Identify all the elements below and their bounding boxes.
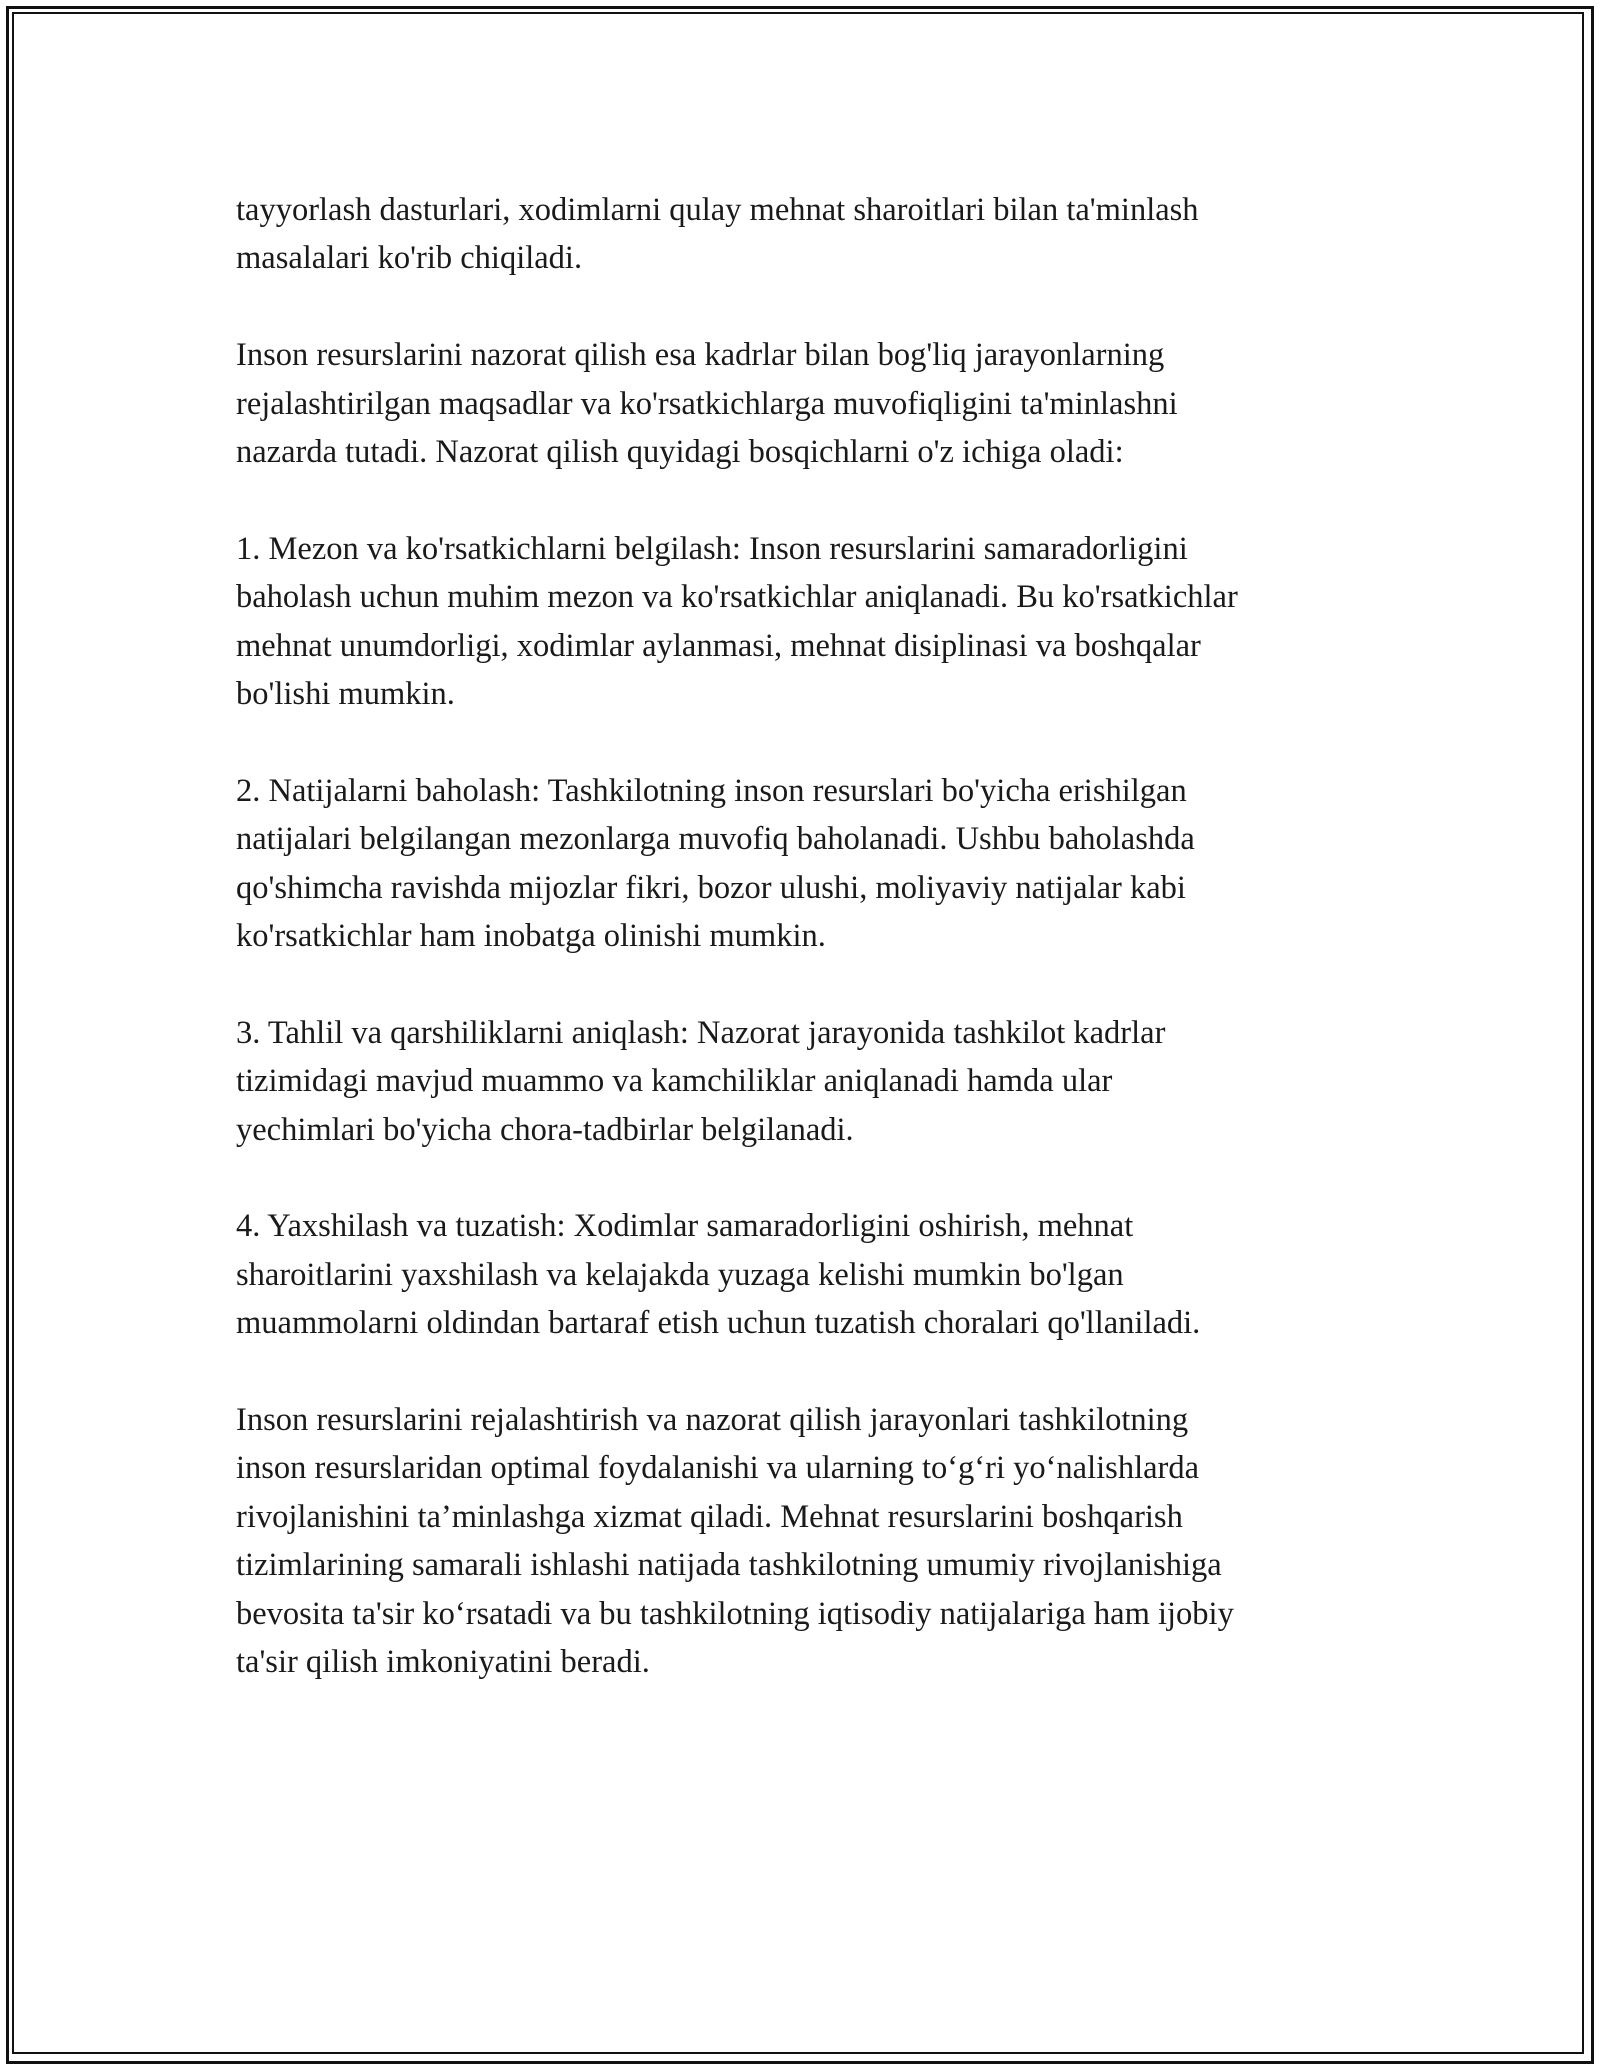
paragraph-step-1: 1. Mezon va ko'rsatkichlarni belgilash: Inson resurslarini samaradorligini baholash uchun muhim mezon va ko'rsatkichlar aniqlanadi. Bu ko'rsatkichlar mehnat unumdorligi, xodimlar aylanmasi, mehnat disiplinasi va boshqalar bo'lishi mumkin. bbox=[236, 530, 1238, 713]
paragraph-step-4: 4. Yaxshilash va tuzatish: Xodimlar samaradorligini oshirish, mehnat sharoitlarini yaxshilash va kelajakda yuzaga kelishi mumkin bo'lgan muammolarni oldindan bartaraf etish uchun tuzatish choralari qo'llaniladi. bbox=[236, 1208, 1201, 1342]
paragraph-step-3: 3. Tahlil va qarshiliklarni aniqlash: Nazorat jarayonida tashkilot kadrlar tizimidagi mavjud muammo va kamchiliklar aniqlanadi hamda ular yechimlari bo'yicha chora-tadbirlar belgilanadi. bbox=[236, 1014, 1166, 1148]
paragraph-control-overview: Inson resurslarini nazorat qilish esa kadrlar bilan bog'liq jarayonlarning rejalashtirilgan maqsadlar va ko'rsatkichlarga muvofiqligini ta'minlashni nazarda tutadi. Nazorat qilish quyidagi bosqichlarni o'z ichiga oladi: bbox=[236, 337, 1178, 471]
paragraph-conclusion: Inson resurslarini rejalashtirish va nazorat qilish jarayonlari tashkilotning inson resurslaridan optimal foydalanishi va ularning to‘g‘ri yo‘nalishlarda rivojlanishini ta’minlashga xizmat qiladi. Mehnat resurslarini boshqarish tizimlarining samarali ishlashi natijada tashkilotning umumiy rivojlanishiga bevosita ta'sir ko‘rsatadi va bu tashkilotning iqtisodiy natijalariga ham ijobiy ta'sir qilish imkoniyatini beradi. bbox=[236, 1402, 1234, 1681]
paragraph-step-2: 2. Natijalarni baholash: Tashkilotning inson resurslari bo'yicha erishilgan natijalari belgilangan mezonlarga muvofiq baholanadi. Ushbu baholashda qo'shimcha ravishda mijozlar fikri, bozor ulushi, moliyaviy natijalar kabi ko'rsatkichlar ham inobatga olinishi mumkin. bbox=[236, 772, 1195, 955]
page-body bbox=[236, 186, 1386, 1687]
paragraph-intro-continuation: tayyorlash dasturlari, xodimlarni qulay mehnat sharoitlari bilan ta'minlash masalalari ko'rib chiqiladi. bbox=[236, 192, 1199, 277]
